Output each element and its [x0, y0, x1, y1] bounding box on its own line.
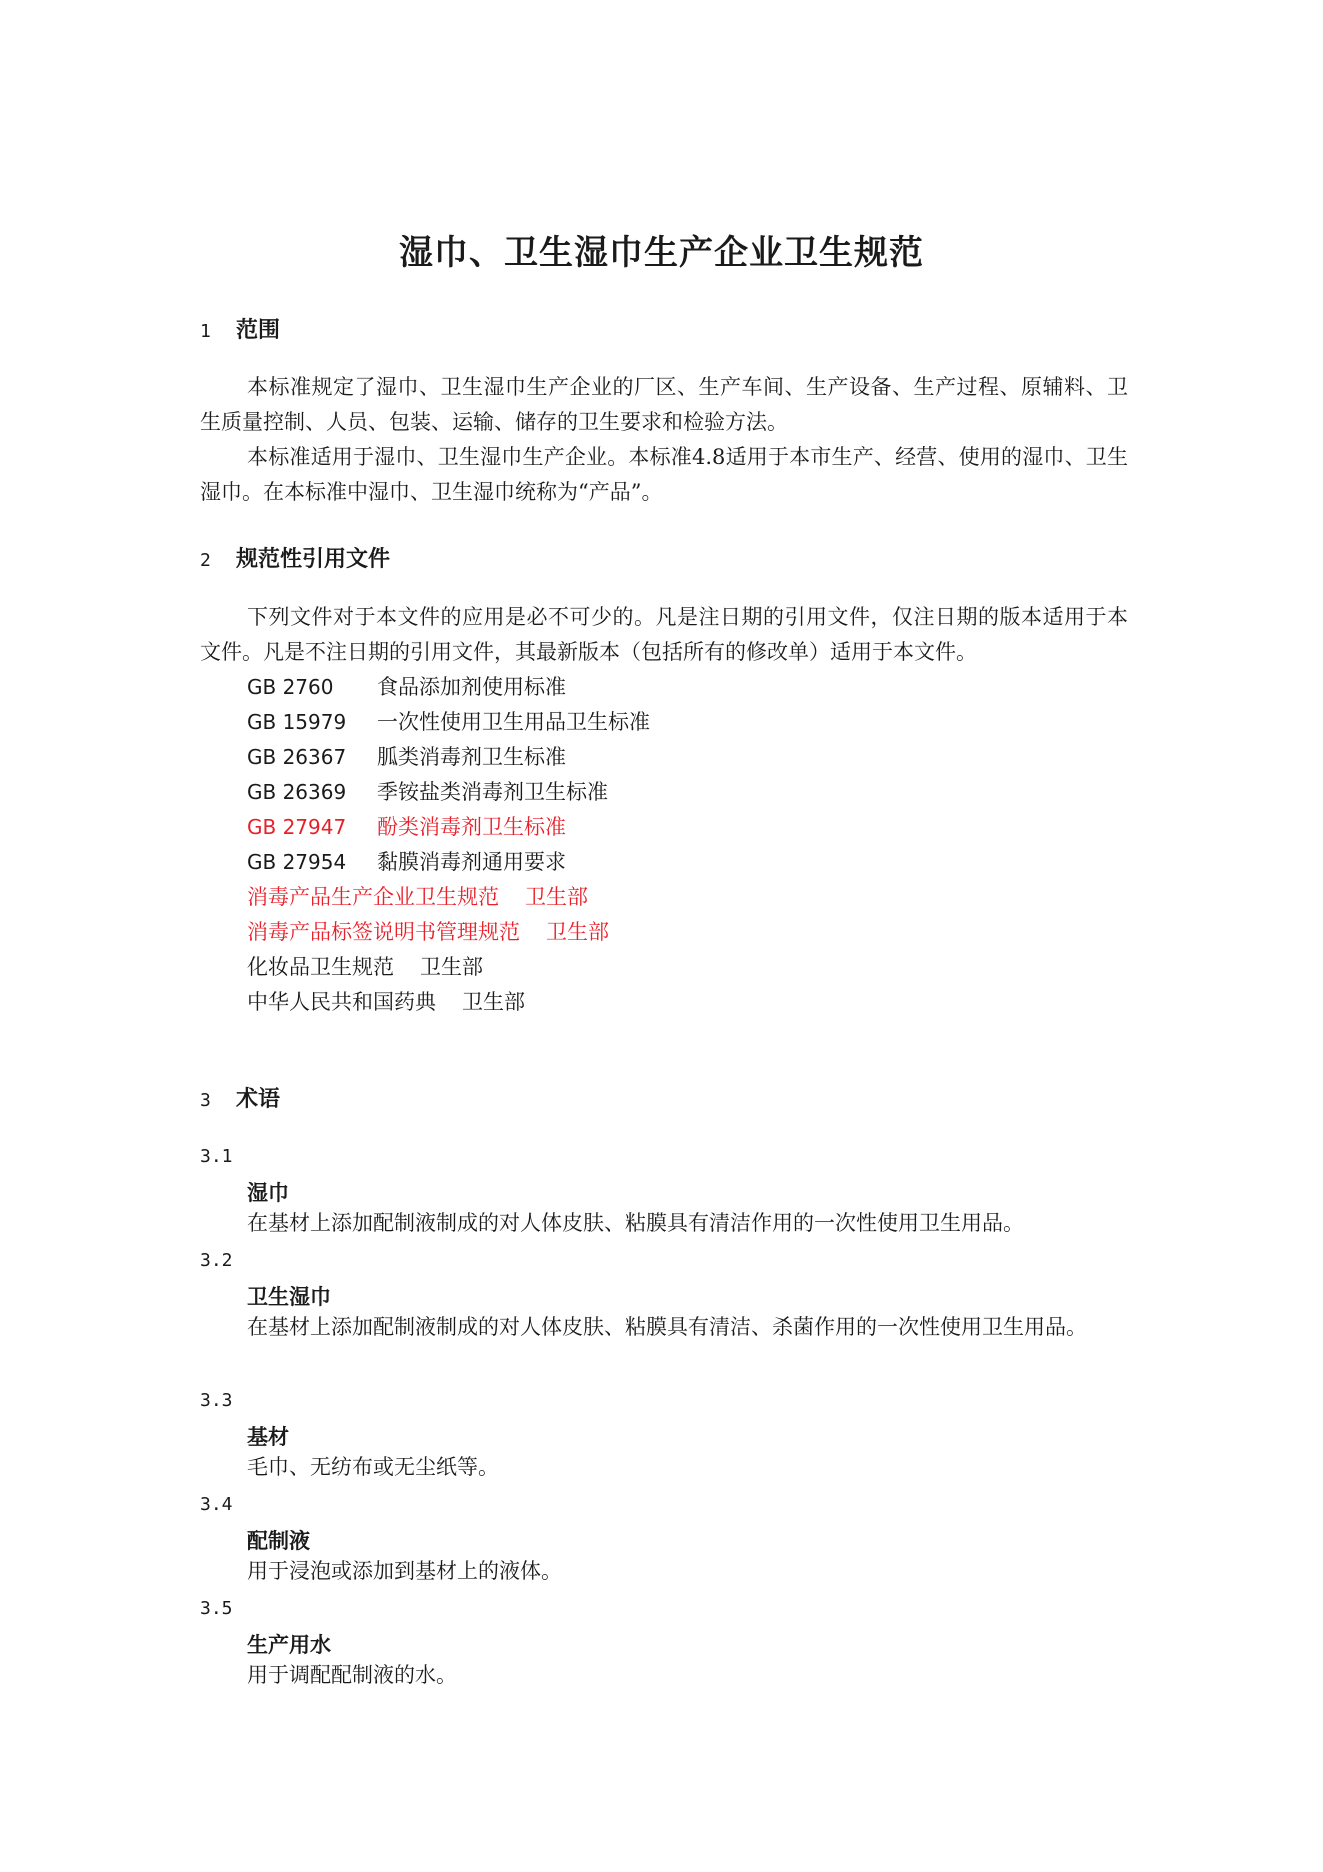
regulation-name: 化妆品卫生规范 [247, 955, 394, 979]
reference-code: GB 27954 [247, 850, 347, 874]
term-name: 配制液 [247, 1529, 310, 1553]
reference-name: 酚类消毒剂卫生标准 [377, 815, 566, 839]
reference-code: GB 26367 [247, 745, 347, 769]
section-number: 1 [200, 321, 211, 342]
term-number: 3.1 [200, 1146, 233, 1167]
regulation-item [247, 985, 525, 1020]
reference-code: GB 15979 [247, 710, 347, 734]
section-title: 范围 [236, 318, 281, 343]
term-number: 3.5 [200, 1598, 233, 1619]
regulation-issuer: 卫生部 [546, 920, 609, 944]
section-title: 术语 [236, 1087, 281, 1112]
term-definition: 用于浸泡或添加到基材上的液体。 [247, 1559, 562, 1583]
reference-name: 食品添加剂使用标准 [377, 675, 566, 699]
section-number: 3 [200, 1090, 211, 1111]
term-number: 3.4 [200, 1494, 233, 1515]
section-title: 规范性引用文件 [236, 547, 391, 572]
section-heading-normative-references [200, 542, 390, 573]
section-heading-terms [200, 1082, 280, 1113]
document-title: 湿巾、卫生湿巾生产企业卫生规范 [399, 233, 924, 273]
term-number: 3.3 [200, 1390, 233, 1411]
regulation-name: 消毒产品标签说明书管理规范 [247, 920, 520, 944]
regulation-issuer: 卫生部 [420, 955, 483, 979]
regulation-name: 消毒产品生产企业卫生规范 [247, 885, 499, 909]
regulation-issuer: 卫生部 [525, 885, 588, 909]
reference-name: 一次性使用卫生用品卫生标准 [377, 710, 650, 734]
reference-item [247, 845, 566, 880]
scope-paragraph-2: 本标准适用于湿巾、卫生湿巾生产企业。本标准4.8适用于本市生产、经营、使用的湿巾、卫生湿巾。在本标准中湿巾、卫生湿巾统称为“产品”。 [200, 445, 1128, 504]
term-name: 湿巾 [247, 1181, 289, 1205]
term-name: 基材 [247, 1425, 289, 1449]
section-number: 2 [200, 550, 211, 571]
reference-item [247, 705, 650, 740]
term-definition: 在基材上添加配制液制成的对人体皮肤、粘膜具有清洁作用的一次性使用卫生用品。 [247, 1211, 1024, 1235]
reference-name: 季铵盐类消毒剂卫生标准 [377, 780, 608, 804]
reference-code: GB 26369 [247, 780, 347, 804]
term-number: 3.2 [200, 1250, 233, 1271]
term-name: 生产用水 [247, 1633, 331, 1657]
term-name: 卫生湿巾 [247, 1285, 331, 1309]
regulation-issuer: 卫生部 [462, 990, 525, 1014]
regulation-item-highlighted [247, 880, 588, 915]
term-definition: 用于调配配制液的水。 [247, 1663, 457, 1687]
regulation-name: 中华人民共和国药典 [247, 990, 436, 1014]
reference-item [247, 740, 566, 775]
reference-code: GB 27947 [247, 815, 347, 839]
reference-item [247, 670, 566, 705]
scope-paragraph-1: 本标准规定了湿巾、卫生湿巾生产企业的厂区、生产车间、生产设备、生产过程、原辅料、卫生质量控制、人员、包装、运输、储存的卫生要求和检验方法。 [200, 375, 1128, 434]
reference-item-highlighted [247, 810, 566, 845]
regulation-item-highlighted [247, 915, 609, 950]
reference-name: 黏膜消毒剂通用要求 [377, 850, 566, 874]
references-intro-paragraph: 下列文件对于本文件的应用是必不可少的。凡是注日期的引用文件，仅注日期的版本适用于本文件。凡是不注日期的引用文件，其最新版本（包括所有的修改单）适用于本文件。 [200, 605, 1128, 664]
regulation-item [247, 950, 483, 985]
reference-code: GB 2760 [247, 675, 334, 699]
term-definition: 毛巾、无纺布或无尘纸等。 [247, 1455, 499, 1479]
term-definition: 在基材上添加配制液制成的对人体皮肤、粘膜具有清洁、杀菌作用的一次性使用卫生用品。 [247, 1315, 1087, 1339]
reference-item [247, 775, 608, 810]
section-heading-scope [200, 313, 280, 344]
reference-name: 胍类消毒剂卫生标准 [377, 745, 566, 769]
